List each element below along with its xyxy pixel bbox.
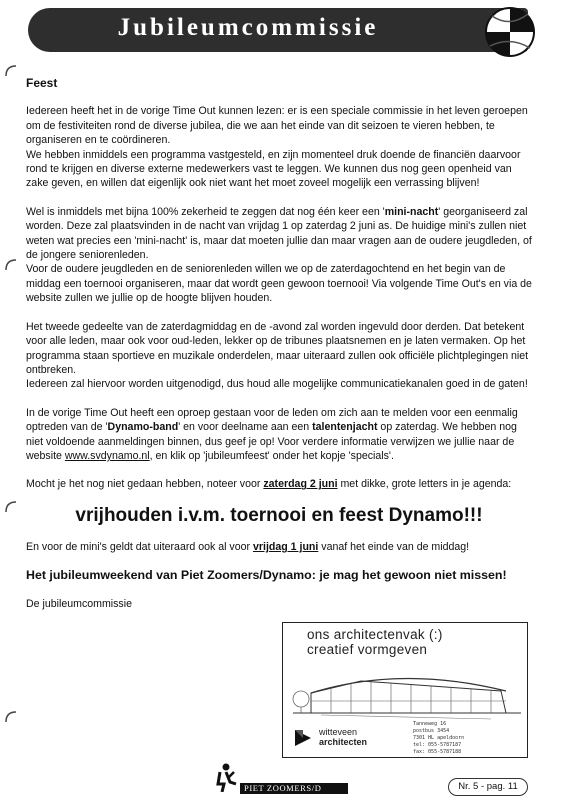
paragraph: Voor de oudere jeugdleden en de seniorenleden willen we op de zaterdagochtend en het begin van de middag een toernooi organiseren, maar dat wordt geen gewoon toernooi! Via volgende Time Out's en via de website zullen we jullie op de hoogte blijven houden. — [26, 263, 532, 305]
text-run-bold: talentenjacht — [312, 421, 378, 434]
punch-hole-mark — [4, 258, 18, 272]
address-line: tel: 055-5787187 — [413, 742, 462, 748]
text-run-bold: mini-nacht — [384, 205, 439, 218]
page-title: Jubileumcommissie — [117, 14, 379, 41]
paragraph: We hebben inmiddels een programma vastgesteld, en zijn momenteel druk doende de financiën daarvoor rond te krijgen en diverse externe medewerkers vast te leggen. We kunnen dus nog geen openheid van zake geven, en willen dat eigenlijk ook niet want het moet zoveel mogelijk een verrassing blijven! — [26, 148, 521, 190]
witteveen-logo-icon — [293, 726, 313, 748]
article-body — [26, 76, 532, 611]
text-run: op zaterdag. We hebben nog niet voldoende aanmeldingen binnen, dus geef je op! Voor verdere informatie verwijzen we jullie naar de website — [26, 421, 517, 462]
text-run-bold: Dynamo-band — [107, 421, 179, 434]
paragraph — [26, 540, 532, 554]
punch-hole-mark — [4, 64, 18, 78]
address-line: 7301 HL apeldoorn — [413, 735, 465, 741]
paragraph: Iedereen heeft het in de vorige Time Out kunnen lezen: er is een speciale commissie in het leven geroepen om de festiviteiten rond de diverse jubilea, die we aan het einde van dit seizoen te vieren hebben, te organiseren en te coördineren. — [26, 105, 528, 147]
text-run: En voor de mini's geldt dat uiteraard ook al voor — [26, 540, 253, 553]
punch-hole-mark — [4, 710, 18, 724]
ad-headline: creatief vormgeven — [307, 642, 428, 657]
paragraph: Het tweede gedeelte van de zaterdagmiddag en de -avond zal worden ingevuld door derden. Dat betekent voor alle leden, maar ook voor oud-leden, lekker op de tribunes plaatsnemen en je laten vermaken. Op het programma staan sportieve en muzikale onderdelen, maar uiteraard zullen ook officiële plichtplegingen niet ontbreken. — [26, 320, 529, 376]
text-run: Mocht je het nog niet gedaan hebben, noteer voor — [26, 478, 264, 491]
text-run: ' en voor deelname aan een — [178, 421, 313, 434]
ad-brand-name — [319, 727, 367, 747]
address-line: fax: 055-5787188 — [413, 749, 462, 755]
page-number: Nr. 5 - pag. 11 — [448, 778, 528, 796]
text-run: ' georganiseerd zal worden. Deze zal plaatsvinden in de nacht van vrijdag 1 op zaterdag 2 juni as. De huidige mini's zullen niet weten wat precies een 'mini-nacht' is, maar dat moeten jullie dan maar vragen aan de oudere jeugdleden, of de jongere seniorenleden. — [26, 205, 532, 262]
address-line: Tanneweg 16 — [413, 721, 447, 727]
building-sketch-image — [291, 663, 523, 723]
section-heading: Feest — [26, 76, 58, 90]
paragraph — [26, 477, 532, 491]
signature: De jubileumcommissie — [26, 597, 132, 610]
volleyball-icon — [484, 6, 536, 58]
sponsor-name: PIET ZOOMERS/D — [240, 783, 348, 794]
text-run: Wel is inmiddels met bijna 100% zekerheid te zeggen dat nog één keer een ' — [26, 205, 385, 218]
text-run: vanaf het einde van de middag! — [318, 540, 470, 553]
address-line: postbus 3454 — [413, 728, 450, 734]
paragraph: Iedereen zal hiervoor worden uitgenodigd, dus houd alle mogelijke communicatiekanalen goed in de gaten! — [26, 378, 528, 391]
text-run: In de vorige Time Out heeft een oproep gestaan voor de leden om zich aan te melden voor een eenmalig optreden van de ' — [26, 406, 518, 434]
ad-address — [413, 721, 464, 756]
slogan: Het jubileumweekend van Piet Zoomers/Dynamo: je mag het gewoon niet missen! — [26, 568, 507, 583]
paragraph — [26, 406, 532, 464]
text-run: met dikke, grote letters in je agenda: — [337, 478, 512, 491]
text-run: , en klik op 'jubileumfeest' onder het kopje 'specials'. — [149, 449, 394, 462]
date-highlight: zaterdag 2 juni — [263, 478, 338, 491]
sponsor-advertisement — [282, 622, 528, 758]
paragraph — [26, 205, 532, 263]
header-banner — [28, 8, 528, 52]
brand-line: witteveen — [319, 727, 358, 737]
brand-line: architecten — [319, 737, 368, 747]
date-highlight: vrijdag 1 juni — [252, 540, 319, 553]
punch-hole-mark — [4, 500, 18, 514]
highlight-line: vrijhouden i.v.m. toernooi en feest Dynamo!!! — [75, 504, 483, 526]
ad-headline: ons architectenvak (:) — [307, 627, 443, 642]
website-link[interactable]: www.svdynamo.nl — [64, 449, 150, 462]
